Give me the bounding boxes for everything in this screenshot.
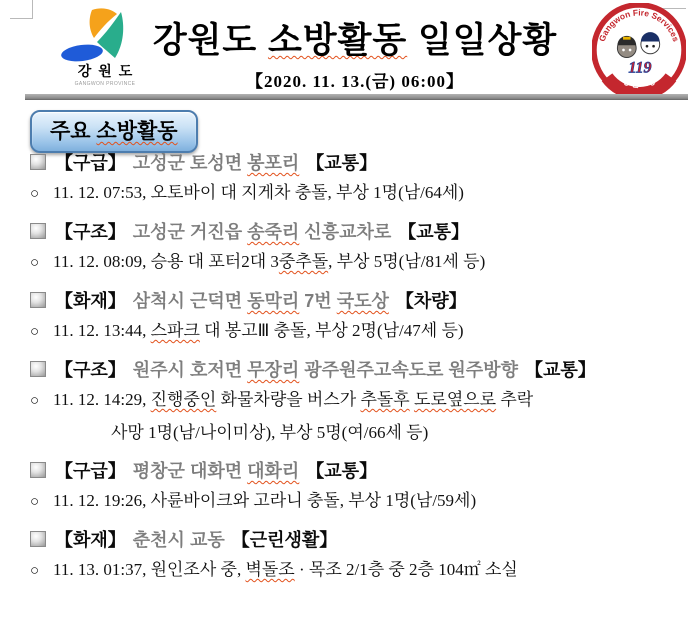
report-date: 【2020. 11. 13.(금) 06:00】	[246, 72, 464, 91]
incident-header	[30, 459, 684, 484]
incident-details	[30, 316, 684, 347]
misspelled-word: 무장리	[247, 360, 300, 380]
margin-corner-mark-top-left	[10, 0, 33, 19]
incident-detail-text: 11. 12. 13:44, 스파크 대 봉고Ⅲ 충돌, 부상 2명(남/47세 등)	[53, 321, 464, 340]
incident-detail-line	[30, 555, 684, 586]
incident-list	[30, 151, 684, 597]
page-title	[120, 13, 590, 63]
incident-item	[30, 358, 684, 448]
incident-details	[30, 385, 684, 448]
incident-detail-text: 11. 12. 08:09, 승용 대 포터2대 3중추돌, 부상 5명(남/81세 등)	[53, 252, 486, 271]
misspelled-word: 소방활동	[267, 21, 408, 60]
square-bullet-icon	[30, 531, 46, 547]
incident-detail-line	[30, 486, 684, 517]
incident-type-tag: 【근린생활】	[231, 530, 338, 550]
circle-bullet-icon: ○	[30, 255, 40, 271]
incident-category: 【화재】	[55, 530, 126, 550]
logo-subtext: GANGWON PROVINCE	[74, 81, 136, 87]
incident-details	[30, 555, 684, 586]
circle-bullet-icon: ○	[30, 563, 40, 579]
square-bullet-icon	[30, 361, 46, 377]
misspelled-word: 벽돌조	[245, 560, 295, 579]
misspelled-word: 대화리	[247, 461, 300, 481]
incident-type-tag: 【교통】	[398, 222, 470, 242]
circle-bullet-icon: ○	[30, 393, 40, 409]
incident-details	[30, 247, 684, 278]
incident-detail-line	[30, 418, 684, 448]
misspelled-word: 추돌후	[360, 390, 410, 409]
square-bullet-icon	[30, 462, 46, 478]
misspelled-word: 스파크	[150, 321, 200, 340]
incident-type-tag: 【교통】	[306, 461, 378, 481]
misspelled-word: 봉포리	[247, 153, 300, 173]
incident-detail-text: 11. 13. 01:37, 원인조사 중, 벽돌조 · 목조 2/1층 중 2층 104㎡ 소실	[53, 560, 518, 579]
incident-type-tag: 【교통】	[524, 360, 596, 380]
misspelled-word: 동막리	[247, 291, 300, 311]
incident-category: 【화재】	[55, 291, 126, 311]
misspelled-word: 송죽리	[247, 222, 300, 242]
incident-detail-text: 사망 1명(남/나이미상), 부상 5명(여/66세 등)	[111, 423, 429, 442]
square-bullet-icon	[30, 223, 46, 239]
circle-bullet-icon: ○	[30, 494, 40, 510]
badge-119-number: 119	[628, 59, 652, 77]
incident-category: 【구급】	[55, 153, 126, 173]
incident-detail-line	[30, 247, 684, 278]
incident-category: 【구조】	[55, 360, 126, 380]
fire-services-badge-icon	[592, 3, 686, 97]
incident-location: 삼척시 근덕면 동막리 7번 국도상	[132, 291, 389, 311]
incident-item	[30, 528, 684, 586]
logo-name-text: 강원도	[77, 63, 140, 79]
section-header-text: 주요 소방활동	[50, 120, 178, 143]
incident-location: 춘천시 교동	[132, 530, 225, 550]
incident-detail-line	[30, 385, 684, 416]
fire-services-badge	[592, 3, 686, 97]
incident-item	[30, 459, 684, 517]
misspelled-word: 중추돌	[278, 252, 329, 271]
misspelled-word: 국도상	[336, 291, 389, 311]
incident-item	[30, 289, 684, 347]
incident-header	[30, 358, 684, 383]
badge-bottom-text: 강원소방	[620, 74, 658, 90]
title-block	[120, 13, 590, 92]
incident-category: 【구급】	[55, 461, 126, 481]
incident-location: 고성군 거진읍 송죽리 신흥교차로	[132, 222, 392, 242]
square-bullet-icon	[30, 292, 46, 308]
incident-category: 【구조】	[55, 222, 126, 242]
incident-item	[30, 220, 684, 278]
incident-type-tag: 【차량】	[395, 291, 467, 311]
circle-bullet-icon: ○	[30, 324, 40, 340]
circle-bullet-icon: ○	[30, 186, 40, 202]
incident-location: 고성군 토성면 봉포리	[132, 153, 300, 173]
header-divider	[25, 94, 688, 100]
incident-type-tag: 【교통】	[306, 153, 378, 173]
misspelled-word: 진행중인	[150, 390, 217, 409]
incident-header	[30, 289, 684, 314]
incident-location: 원주시 호저면 무장리 광주원주고속도로 원주방향	[132, 360, 518, 380]
page-title-text: 강원도 소방활동 일일상황	[152, 21, 558, 60]
incident-detail-text: 11. 12. 07:53, 오토바이 대 지게차 충돌, 부상 1명(남/64세)	[53, 183, 464, 202]
incident-detail-line	[30, 178, 684, 209]
incident-header	[30, 528, 684, 553]
incident-detail-text: 11. 12. 14:29, 진행중인 화물차량을 버스가 추돌후 도로옆으로 추락	[53, 390, 534, 409]
incident-item	[30, 151, 684, 209]
badge-arc-text: Gangwon Fire Services	[596, 7, 682, 43]
incident-details	[30, 178, 684, 209]
incident-header	[30, 151, 684, 176]
incident-detail-line	[30, 316, 684, 347]
square-bullet-icon	[30, 154, 46, 170]
misspelled-word: 소방활동	[96, 120, 178, 143]
incident-header	[30, 220, 684, 245]
incident-location: 평창군 대화면 대화리	[132, 461, 300, 481]
incident-detail-text: 11. 12. 19:26, 사륜바이크와 고라니 충돌, 부상 1명(남/59세)	[53, 491, 477, 510]
section-header	[30, 110, 198, 153]
incident-details	[30, 486, 684, 517]
misspelled-word: 도로옆으로	[413, 390, 497, 409]
